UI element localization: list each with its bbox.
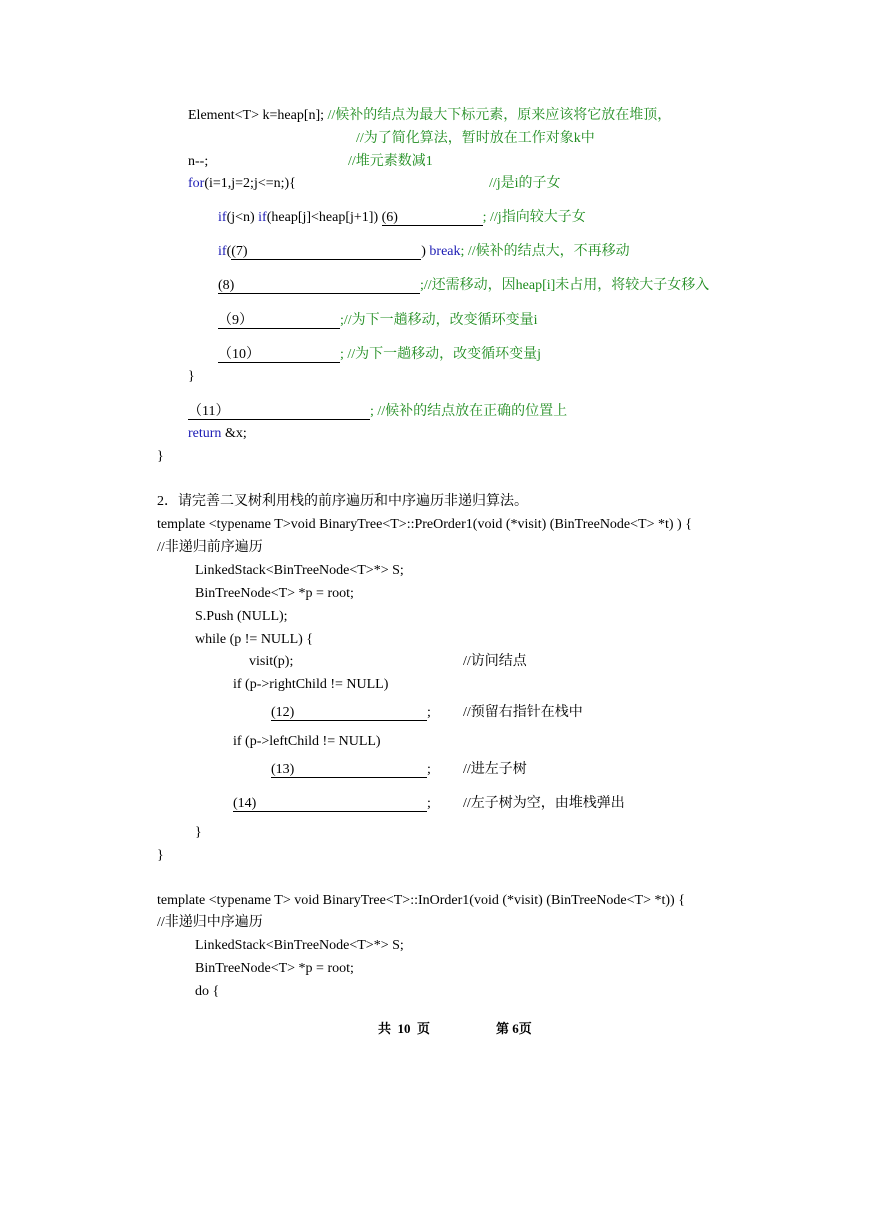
- preorder-line-3: S.Push (NULL);: [195, 609, 288, 624]
- code-text: (j<n): [226, 210, 259, 225]
- code-line-1: [188, 108, 671, 124]
- code-text: ;: [427, 796, 431, 811]
- keyword: if: [218, 210, 227, 225]
- answer-blank-14: [233, 796, 427, 812]
- answer-blank-13: [271, 762, 427, 778]
- code-line-5: [218, 210, 586, 226]
- code-line-7: [218, 278, 709, 294]
- preorder-line-5: visit(p);: [249, 654, 294, 669]
- answer-blank-11: [188, 404, 370, 420]
- question-heading: 2．请完善二叉树利用栈的前序遍历和中序遍历非递归算法。: [157, 494, 528, 509]
- code-line-8: [218, 313, 538, 329]
- code-text: Element<T> k=heap[n];: [188, 108, 328, 123]
- answer-blank-8: [218, 278, 420, 294]
- code-text: &x;: [221, 426, 247, 441]
- preorder-comment-5: //访问结点: [463, 654, 527, 669]
- blank-label: (7): [231, 244, 248, 259]
- blank-label: (13): [271, 762, 295, 777]
- code-text: (heap[j]<heap[j+1]): [266, 210, 382, 225]
- preorder-line-7: [271, 705, 431, 721]
- code-line-12: [188, 426, 247, 442]
- code-line-11: [188, 404, 567, 420]
- code-comment: ;//为下一趟移动，改变循环变量i: [340, 313, 538, 328]
- code-close-brace-outer: }: [157, 449, 164, 464]
- code-comment: ;//还需移动，因heap[i]未占用，将较大子女移入: [420, 278, 710, 293]
- preorder-comment-9: //进左子树: [463, 762, 527, 777]
- code-comment: ; //候补的结点大，不再移动: [460, 244, 630, 259]
- blank-label: （10）: [218, 347, 260, 362]
- code-line-4: [188, 176, 296, 192]
- code-comment-4: //j是i的子女: [489, 176, 561, 191]
- preorder-line-8: if (p->leftChild != NULL): [233, 734, 381, 749]
- blank-label: (6): [381, 210, 398, 225]
- keyword: for: [188, 176, 205, 191]
- code-close-brace: }: [188, 369, 195, 384]
- preorder-line-1: LinkedStack<BinTreeNode<T>*> S;: [195, 563, 404, 578]
- keyword: if: [258, 210, 267, 225]
- answer-blank-10: [218, 347, 340, 363]
- inorder-line-3: do {: [195, 984, 220, 999]
- keyword: return: [188, 426, 222, 441]
- keyword: break: [429, 244, 461, 259]
- preorder-line-6: if (p->rightChild != NULL): [233, 677, 389, 692]
- answer-blank-9: [218, 313, 340, 329]
- preorder-comment: //非递归前序遍历: [157, 540, 263, 555]
- preorder-signature: template <typename T>void BinaryTree<T>::PreOrder1(void (*visit) (BinTreeNode<T> *t) ) {: [157, 517, 692, 532]
- answer-blank-6: [382, 210, 483, 226]
- code-comment: ; //j指向较大子女: [482, 210, 586, 225]
- code-text: ): [421, 244, 430, 259]
- answer-blank-12: [271, 705, 427, 721]
- blank-label: (12): [271, 705, 295, 720]
- preorder-line-10: [233, 796, 431, 812]
- code-text: ;: [427, 705, 431, 720]
- page-total: 共 10 页: [378, 1021, 431, 1036]
- blank-label: （11）: [188, 404, 230, 419]
- code-line-9: [218, 347, 541, 363]
- keyword: if: [218, 244, 227, 259]
- code-line-2: //为了简化算法，暂时放在工作对象k中: [356, 131, 595, 146]
- code-line-6: [218, 244, 630, 260]
- inorder-comment: //非递归中序遍历: [157, 915, 263, 930]
- preorder-line-9: [271, 762, 431, 778]
- inorder-line-2: BinTreeNode<T> *p = root;: [195, 961, 354, 976]
- code-comment: ; //候补的结点放在正确的位置上: [370, 404, 568, 419]
- preorder-comment-10: //左子树为空，由堆栈弹出: [463, 796, 625, 811]
- code-comment-3: //堆元素数减1: [348, 154, 433, 169]
- preorder-line-4: while (p != NULL) {: [195, 632, 314, 647]
- inorder-signature: template <typename T> void BinaryTree<T>::InOrder1(void (*visit) (BinTreeNode<T> *t)) {: [157, 893, 685, 908]
- preorder-comment-7: //预留右指针在栈中: [463, 705, 583, 720]
- blank-label: (14): [233, 796, 257, 811]
- code-comment: ; //为下一趟移动，改变循环变量j: [340, 347, 542, 362]
- code-comment: //候补的结点为最大下标元素，原来应该将它放在堆顶，: [327, 108, 672, 123]
- code-text: (i=1,j=2;j<=n;){: [204, 176, 296, 191]
- preorder-close-brace-outer: }: [157, 848, 164, 863]
- page-number: 第 6页: [496, 1021, 532, 1036]
- preorder-close-brace: }: [195, 825, 202, 840]
- inorder-line-1: LinkedStack<BinTreeNode<T>*> S;: [195, 938, 404, 953]
- blank-label: （9）: [218, 313, 253, 328]
- answer-blank-7: [231, 244, 421, 260]
- code-text: (: [226, 244, 232, 259]
- code-line-3: n--;: [188, 154, 209, 169]
- code-text: ;: [427, 762, 431, 777]
- preorder-line-2: BinTreeNode<T> *p = root;: [195, 586, 354, 601]
- blank-label: (8): [218, 278, 235, 293]
